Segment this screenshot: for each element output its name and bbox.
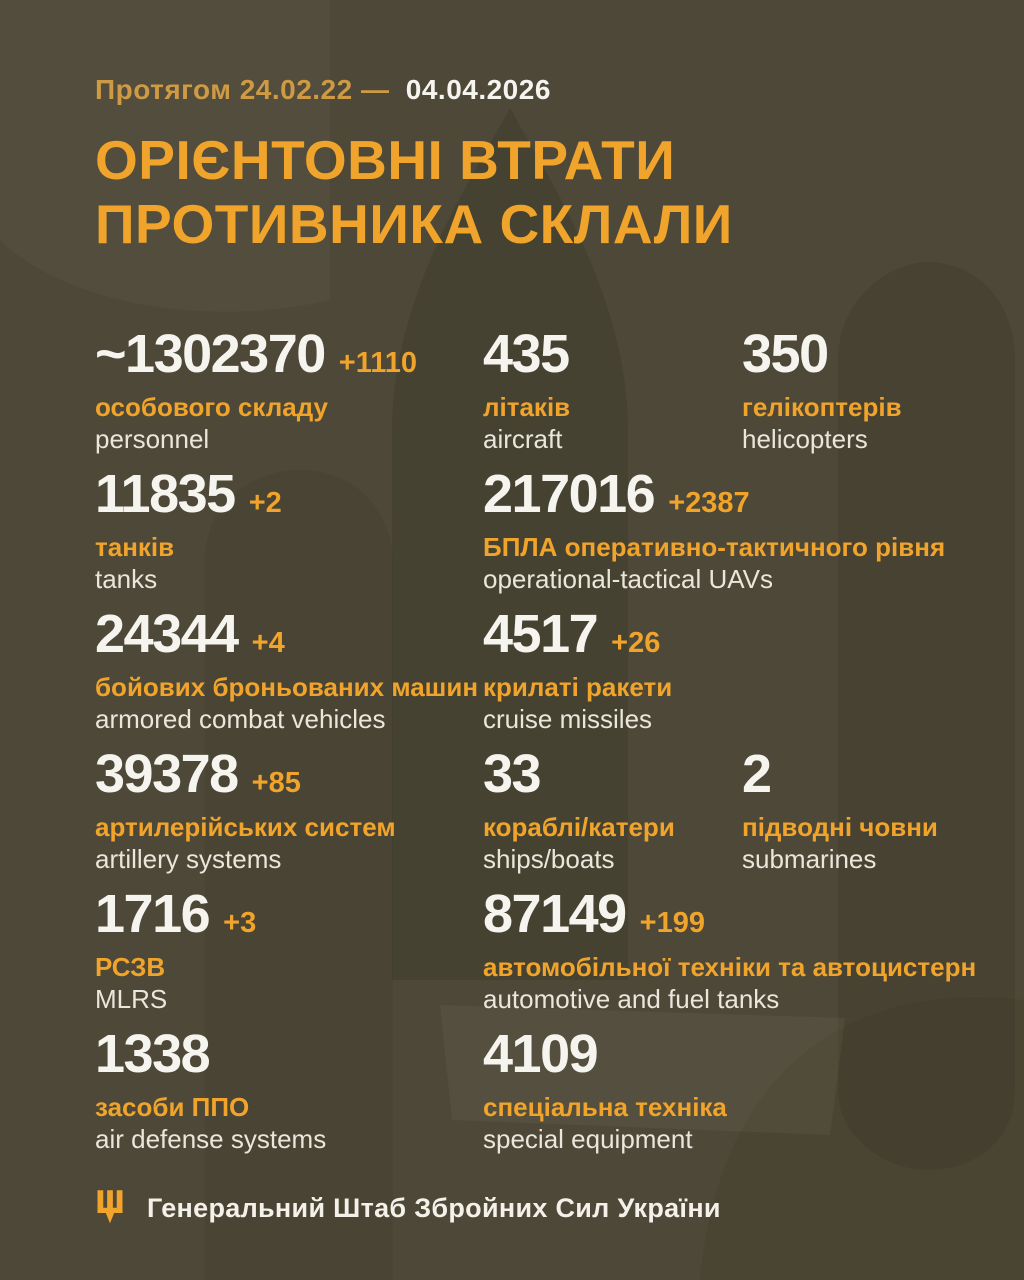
stat-label-en: tanks bbox=[95, 564, 158, 595]
stat-value: 24344 bbox=[95, 603, 238, 664]
stat-value: 217016 bbox=[483, 463, 655, 524]
stat-label-en: submarines bbox=[742, 844, 877, 875]
stat-label-uk: спеціальна техніка bbox=[483, 1091, 727, 1122]
stat-label-uk: літаків bbox=[483, 391, 571, 422]
stat-value: 1716 bbox=[95, 883, 210, 944]
stat-label-en: armored combat vehicles bbox=[95, 704, 386, 735]
stat-label-uk: підводні човни bbox=[742, 811, 938, 842]
stat-label-en: helicopters bbox=[742, 424, 868, 455]
stat-mlrs bbox=[95, 883, 483, 1027]
stat-delta: +3 bbox=[223, 906, 257, 939]
stat-uavs bbox=[483, 463, 1024, 607]
footer bbox=[95, 1189, 1024, 1229]
stat-label-en: special equipment bbox=[483, 1124, 693, 1155]
stat-delta: +2387 bbox=[668, 486, 750, 519]
stat-value: 2 bbox=[742, 743, 771, 804]
stat-label-uk: РСЗВ bbox=[95, 951, 166, 982]
stat-label-uk: гелікоптерів bbox=[742, 391, 902, 422]
stat-delta: +1110 bbox=[338, 346, 418, 379]
stat-label-uk: бойових броньованих машин bbox=[95, 671, 479, 702]
stat-value: 33 bbox=[483, 743, 541, 804]
stat-value: 4517 bbox=[483, 603, 598, 664]
stat-delta: +2 bbox=[248, 486, 282, 519]
stat-air-defense bbox=[95, 1023, 483, 1167]
page-title bbox=[95, 128, 1024, 257]
stat-automotive bbox=[483, 883, 1024, 1027]
stat-label-en: cruise missiles bbox=[483, 704, 653, 735]
stat-label-en: personnel bbox=[95, 424, 210, 455]
stat-value: 11835 bbox=[95, 463, 235, 524]
stat-value: 435 bbox=[483, 323, 569, 384]
stat-artillery-systems bbox=[95, 743, 483, 887]
stat-label-uk: кораблі/катери bbox=[483, 811, 675, 842]
stat-value: 39378 bbox=[95, 743, 238, 804]
stat-label-uk: танків bbox=[95, 531, 175, 562]
stat-special-equipment bbox=[483, 1023, 1024, 1167]
stat-ships-boats bbox=[483, 743, 742, 887]
stat-label-en: operational-tactical UAVs bbox=[483, 564, 773, 595]
stat-personnel bbox=[95, 323, 483, 467]
stat-label-uk: БПЛА оперативно-тактичного рівня bbox=[483, 531, 946, 562]
period-prefix: Протягом 24.02.22 — bbox=[95, 74, 390, 105]
page-title-line1: ОРІЄНТОВНІ ВТРАТИ bbox=[95, 129, 676, 191]
stat-label-en: MLRS bbox=[95, 984, 168, 1015]
stat-aircraft bbox=[483, 323, 742, 467]
stat-delta: +4 bbox=[251, 626, 285, 659]
stat-label-en: aircraft bbox=[483, 424, 563, 455]
stat-label-uk: артилерійських систем bbox=[95, 811, 396, 842]
stat-armored-combat-vehicles bbox=[95, 603, 483, 747]
stat-value: 4109 bbox=[483, 1023, 598, 1084]
period-date: 04.04.2026 bbox=[405, 74, 551, 105]
stat-value: 1338 bbox=[95, 1023, 210, 1084]
trident-icon bbox=[95, 1189, 125, 1229]
footer-org-label: Генеральний Штаб Збройних Сил України bbox=[147, 1193, 721, 1224]
period-line bbox=[95, 74, 1024, 106]
stat-submarines bbox=[742, 743, 1024, 887]
stat-label-en: automotive and fuel tanks bbox=[483, 984, 780, 1015]
stat-delta: +85 bbox=[251, 766, 301, 799]
stat-delta: +26 bbox=[611, 626, 661, 659]
stat-label-uk: засоби ППО bbox=[95, 1091, 250, 1122]
stat-label-en: ships/boats bbox=[483, 844, 615, 875]
stat-value: 87149 bbox=[483, 883, 626, 944]
stat-label-en: artillery systems bbox=[95, 844, 282, 875]
stat-value: ~1302370 bbox=[95, 323, 325, 384]
stat-tanks bbox=[95, 463, 483, 607]
stat-delta: +199 bbox=[639, 906, 705, 939]
stat-cruise-missiles bbox=[483, 603, 1024, 747]
stats-grid bbox=[95, 323, 1024, 1167]
stat-label-uk: автомобільної техніки та автоцистерн bbox=[483, 951, 977, 982]
stat-value: 350 bbox=[742, 323, 828, 384]
stat-label-en: air defense systems bbox=[95, 1124, 327, 1155]
stat-label-uk: крилаті ракети bbox=[483, 671, 673, 702]
stat-helicopters bbox=[742, 323, 1024, 467]
stat-label-uk: особового складу bbox=[95, 391, 328, 422]
page-title-line2: ПРОТИВНИКА СКЛАЛИ bbox=[95, 193, 733, 256]
